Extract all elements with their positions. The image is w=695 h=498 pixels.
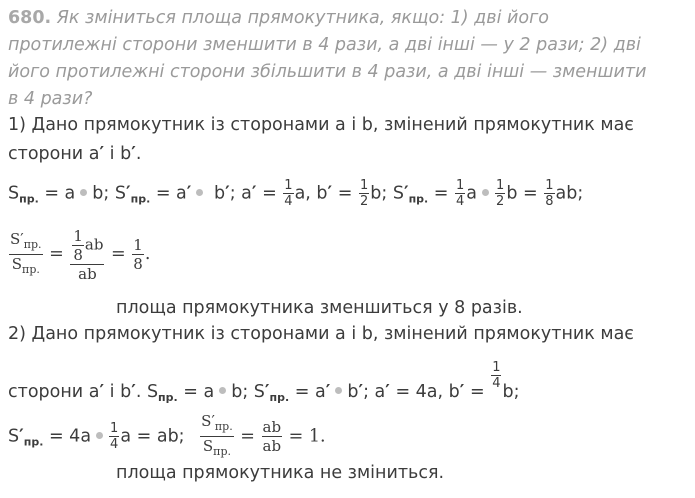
- fraction: $\frac{1}{4}$: [456, 178, 465, 209]
- part1-formula: $S_{пр.} = a$ b; $S'_{пр.} = a'$ b′; a′ = $\frac{1}{4}$ a, b′ = $\frac{1}{2}$ b; $S'_{пр.}$ = $\frac{1}{4}$ a $\frac{1}{2}$ b = $\frac{1}{8}$ ab;: [8, 178, 584, 209]
- fraction: $\frac{1}{2}$: [496, 178, 505, 209]
- part2-answer: площа прямокутника не зміниться.: [116, 463, 445, 483]
- multiply-dot-icon: [335, 387, 342, 394]
- text-fragment: . S: [135, 382, 159, 402]
- text-fragment: b; S: [370, 183, 404, 204]
- text-fragment: = 1.: [283, 426, 326, 447]
- task-text-1: Як зміниться площа прямокутника, якщо: 1) дві його: [56, 8, 549, 28]
- fraction: $\frac{1}{4}$: [492, 360, 501, 391]
- text-fragment: ; a: [229, 183, 252, 204]
- text-fragment: ab;: [555, 183, 584, 204]
- subscript: пр.: [130, 192, 151, 206]
- task-line-4: в 4 рази?: [8, 89, 93, 109]
- text-fragment: b; S: [231, 382, 265, 402]
- part1-ratio: $\frac{S'_{пр.}}{S_{пр.}}$ = $\frac{1}{8}$ ab ab = $\frac{1}{8}$ .: [10, 226, 151, 283]
- text-fragment: S: [8, 426, 20, 447]
- multiply-dot-icon: [80, 189, 87, 196]
- part1-intro-2: сторони a′ і b′.: [8, 144, 142, 164]
- text-fragment: a = ab;: [120, 426, 185, 447]
- part1-intro-1: 1) Дано прямокутник із сторонами a і b, змінений прямокутник має: [8, 115, 634, 135]
- text-fragment: =: [332, 183, 358, 204]
- subscript: пр.: [408, 192, 429, 206]
- part2-line-2: сторони a′ і b′. $S_{пр.} = a$ b; $S'_{пр.} = a'$ b′; a′ = 4a, b′ = $\frac{1}{4}$ b;: [8, 360, 520, 404]
- result-fraction: $\frac{1}{8}$: [133, 236, 143, 273]
- text-fragment: сторони a: [8, 382, 100, 402]
- text-fragment: b; S: [92, 183, 126, 204]
- text-fragment: b: [347, 382, 359, 402]
- text-fragment: = a: [289, 382, 326, 402]
- multiply-dot-icon: [96, 432, 103, 439]
- text-fragment: .: [135, 144, 142, 164]
- text-fragment: S: [8, 183, 20, 204]
- subscript: пр.: [23, 435, 44, 449]
- text-fragment: = 4a: [43, 426, 92, 447]
- text-fragment: ; a: [363, 382, 386, 402]
- text-fragment: a, b: [294, 183, 328, 204]
- task-line-2: протилежні сторони зменшити в 4 рази, а дві інші — у 2 рази; 2) дві: [8, 35, 641, 55]
- text-fragment: =: [464, 382, 491, 402]
- task-number: 680.: [8, 8, 52, 28]
- fraction: $\frac{1}{2}$: [359, 178, 369, 209]
- multiply-dot-icon: [196, 189, 203, 196]
- part1-answer: площа прямокутника зменшиться у 8 разів.: [116, 298, 523, 318]
- text-fragment: b;: [502, 382, 520, 402]
- ratio-fraction: $\frac{S'_{пр.}}{S_{пр.}}$: [10, 230, 42, 276]
- text-fragment: = a: [177, 382, 215, 402]
- text-fragment: і b: [104, 382, 132, 402]
- subscript: пр.: [158, 391, 178, 404]
- text-fragment: сторони a: [8, 144, 100, 164]
- text-fragment: = a: [38, 183, 76, 204]
- fraction: $\frac{1}{8}$: [545, 178, 554, 209]
- text-fragment: = a: [150, 183, 187, 204]
- task-line-1: [8, 6, 549, 30]
- fraction: $\frac{1}{4}$: [110, 421, 119, 452]
- text-fragment: b =: [506, 183, 544, 204]
- text-fragment: b: [208, 183, 226, 204]
- ratio-fraction-2: $\frac{1}{8}$ ab ab: [70, 227, 104, 283]
- text-fragment: = 4a, b: [389, 382, 460, 402]
- text-fragment: a: [466, 183, 478, 204]
- subscript: пр.: [19, 192, 39, 206]
- text-fragment: і b: [104, 144, 132, 164]
- task-line-3: його протилежні сторони збільшити в 4 рази, а дві інші — зменшити: [8, 62, 647, 82]
- multiply-dot-icon: [219, 387, 226, 394]
- part2-intro-1: 2) Дано прямокутник із сторонами a і b, змінений прямокутник має: [8, 324, 634, 344]
- fraction: $\frac{1}{4}$: [284, 178, 293, 209]
- ab-fraction: $\frac{ab}{ab}$: [262, 418, 282, 455]
- text-fragment: =: [428, 183, 455, 204]
- text-fragment: =: [256, 183, 283, 204]
- multiply-dot-icon: [482, 189, 489, 196]
- ratio-fraction: $\frac{S'_{пр.}}{S_{пр.}}$: [201, 412, 233, 458]
- part2-line-3: $S'_{пр.} = 4a$ $\frac{1}{4}$ a = ab; $\frac{S'_{пр.}}{S_{пр.}}$ = $\frac{ab}{ab}$ = 1.: [8, 412, 326, 461]
- subscript: пр.: [269, 391, 290, 404]
